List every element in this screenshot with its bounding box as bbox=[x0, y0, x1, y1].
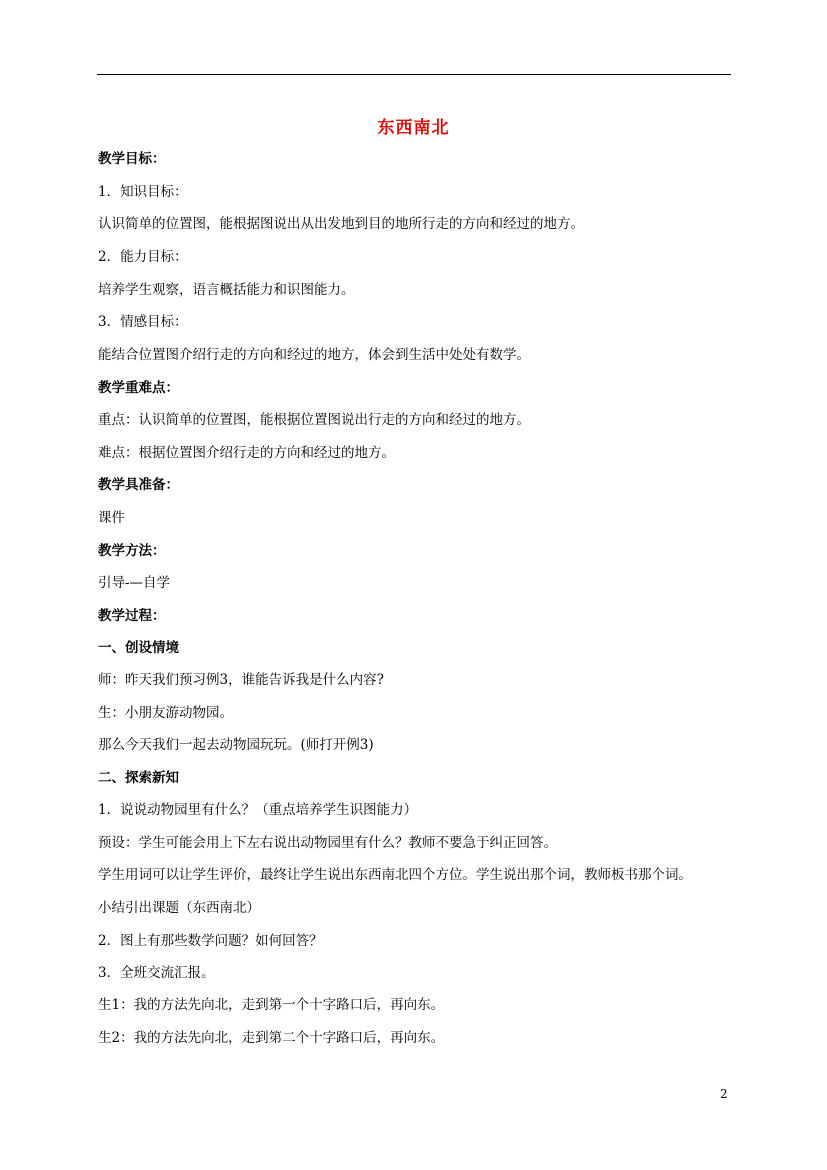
document-title: 东西南北 bbox=[377, 118, 450, 138]
text-line: 预设：学生可能会用上下左右说出动物园里有什么？教师不要急于纠正回答。 bbox=[98, 835, 557, 851]
text-line: 教学重难点： bbox=[98, 380, 179, 396]
header-rule bbox=[97, 74, 731, 75]
text-line: 生1：我的方法先向北，走到第一个十字路口后，再向东。 bbox=[98, 997, 445, 1013]
page-number: 2 bbox=[720, 1087, 728, 1101]
text-line: 2．图上有那些数学问题？如何回答？ bbox=[98, 933, 323, 949]
text-line: 学生用词可以让学生评价，最终让学生说出东西南北四个方位。学生说出那个词，教师板书那个词。 bbox=[98, 867, 692, 883]
text-line: 3．情感目标： bbox=[98, 314, 188, 330]
text-line: 1．说说动物园里有什么？（重点培养学生识图能力） bbox=[98, 802, 418, 818]
text-line: 重点：认识简单的位置图，能根据位置图说出行走的方向和经过的地方。 bbox=[98, 412, 530, 428]
text-line: 培养学生观察，语言概括能力和识图能力。 bbox=[98, 282, 355, 298]
text-line: 能结合位置图介绍行走的方向和经过的地方，体会到生活中处处有数学。 bbox=[98, 347, 530, 363]
text-line: 教学目标： bbox=[98, 151, 166, 167]
text-line: 课件 bbox=[98, 510, 125, 526]
text-line: 教学过程： bbox=[98, 608, 166, 624]
text-line: 引导-—自学 bbox=[98, 575, 171, 591]
text-line: 生：小朋友游动物园。 bbox=[98, 705, 233, 721]
text-line: 二、探索新知 bbox=[98, 770, 179, 786]
text-line: 3．全班交流汇报。 bbox=[98, 965, 215, 981]
text-line: 教学方法： bbox=[98, 543, 166, 559]
text-line: 那么今天我们一起去动物园玩玩。(师打开例3) bbox=[98, 737, 374, 753]
text-line: 2．能力目标： bbox=[98, 249, 188, 265]
text-line: 师：昨天我们预习例3，谁能告诉我是什么内容? bbox=[98, 672, 384, 688]
text-line: 难点：根据位置图介绍行走的方向和经过的地方。 bbox=[98, 445, 395, 461]
text-line: 生2：我的方法先向北，走到第二个十字路口后，再向东。 bbox=[98, 1030, 445, 1046]
text-line: 小结引出课题（东西南北） bbox=[98, 900, 260, 916]
text-line: 认识简单的位置图，能根据图说出从出发地到目的地所行走的方向和经过的地方。 bbox=[98, 216, 584, 232]
text-line: 一、创设情境 bbox=[98, 640, 179, 656]
text-line: 1．知识目标： bbox=[98, 184, 188, 200]
text-line: 教学具准备： bbox=[98, 477, 179, 493]
